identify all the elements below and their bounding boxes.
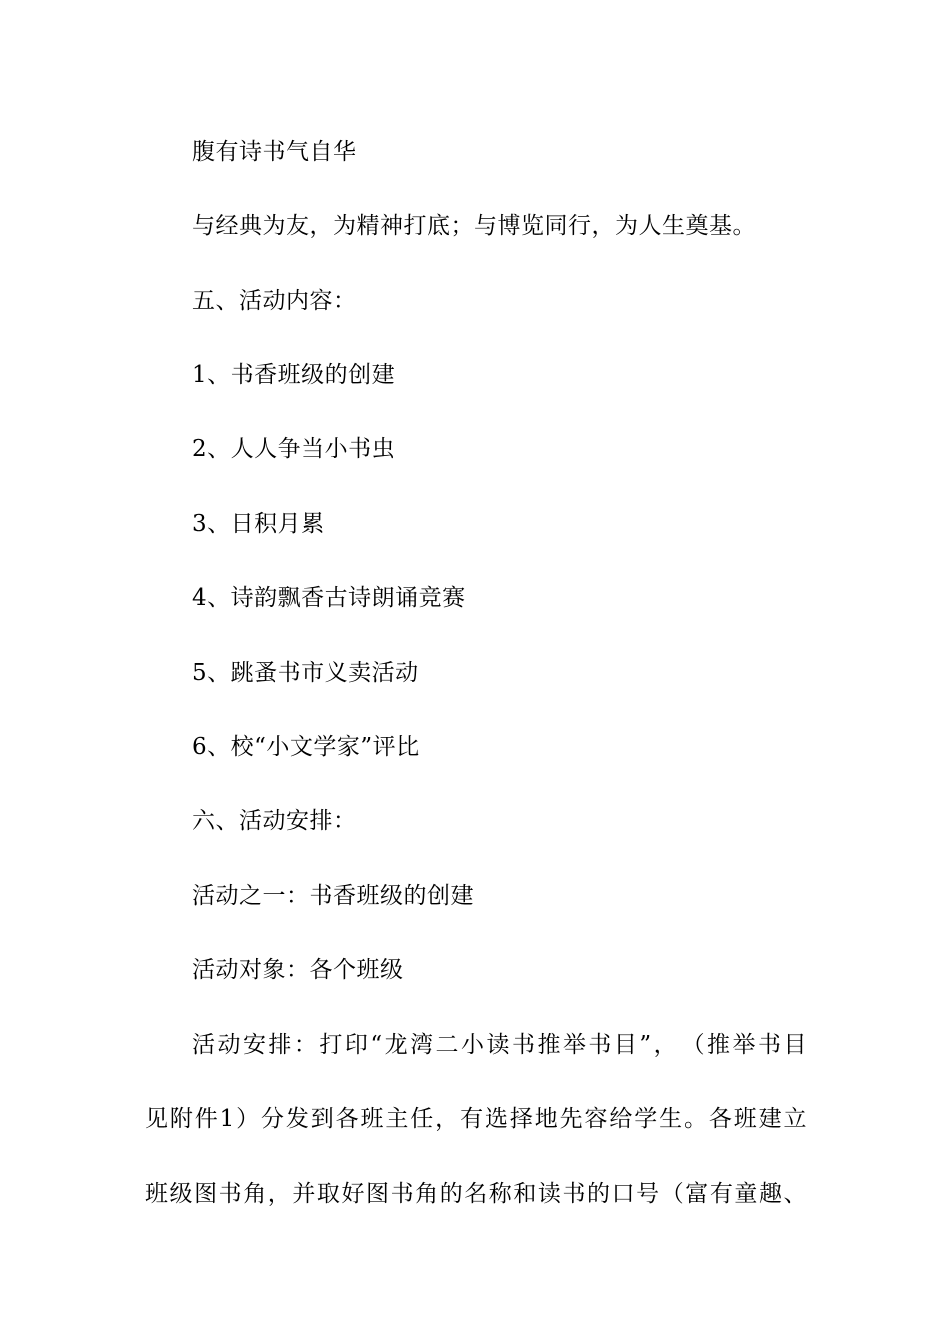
list-item: 2、人人争当小书虫 <box>192 436 396 462</box>
section-heading-schedule: 六、活动安排： <box>192 808 357 834</box>
section-heading-content: 五、活动内容： <box>192 288 357 314</box>
document-line-15: 班级图书角，并取好图书角的名称和读书的口号（富有童趣、 <box>145 1181 807 1207</box>
document-line-14: 见附件1）分发到各班主任，有选择地先容给学生。各班建立 <box>145 1106 807 1132</box>
list-item: 3、日积月累 <box>192 511 325 537</box>
list-item: 4、诗韵飘香古诗朗诵竞赛 <box>192 585 466 611</box>
list-item: 5、跳蚤书市义卖活动 <box>192 660 419 686</box>
list-item: 6、校“小文学家”评比 <box>192 734 420 760</box>
list-item: 1、书香班级的创建 <box>192 362 396 388</box>
document-line-13: 活动安排：打印“龙湾二小读书推举书目”， （推举书目 <box>192 1032 807 1058</box>
document-line-1: 腹有诗书气自华 <box>192 139 357 165</box>
document-line-11: 活动之一：书香班级的创建 <box>192 883 474 909</box>
document-line-12: 活动对象：各个班级 <box>192 957 404 983</box>
document-line-2: 与经典为友，为精神打底；与博览同行，为人生奠基。 <box>192 213 756 239</box>
